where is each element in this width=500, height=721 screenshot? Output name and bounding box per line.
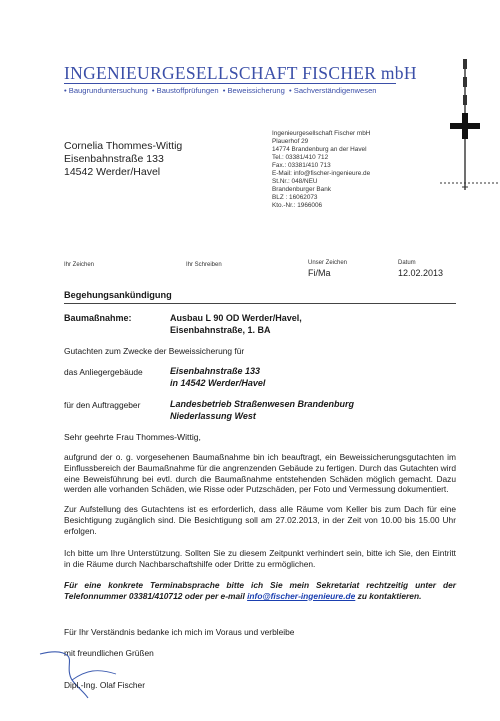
- letterhead-rule: [64, 83, 396, 84]
- survey-rod-logo: [440, 55, 500, 200]
- sender-line: Ingenieurgesellschaft Fischer mbH: [272, 130, 371, 137]
- signatory-name: Dipl.-Ing. Olaf Fischer: [64, 680, 145, 690]
- unser-zeichen-label: Unser Zeichen: [308, 260, 348, 266]
- sender-line: Brandenburger Bank: [272, 186, 331, 193]
- paragraph-3: Ich bitte um Ihre Unterstützung. Sollten Sie zu diesem Zeitpunkt verhindert sein, bitte ich Sie, den Eintritt in die Räume durch Nachbarschaftshilfe oder Dritte zu ermöglichen.: [64, 548, 456, 569]
- paragraph-2: Zur Aufstellung des Gutachtens ist es erforderlich, dass alle Räume vom Keller bis zum Dach für eine Besichtigung zugänglich sind. Die Besichtigung soll am 27.02.2013, in der Zeit von 10.00 bis 15.00 Uhr erfolgen.: [64, 504, 456, 536]
- salutation: Sehr geehrte Frau Thommes-Wittig,: [64, 432, 201, 442]
- service-item: • Baugrunduntersuchung: [64, 86, 148, 95]
- contact-text: Für eine konkrete Terminabsprache bitte ich Sie mein Sekretariat rechtzeitig unter der Telefonnummer 03381/410712 oder per e-mail: [64, 580, 456, 601]
- sender-line: BLZ : 16062073: [272, 194, 318, 201]
- service-item: • Beweissicherung: [222, 86, 285, 95]
- building-line1: Eisenbahnstraße 133: [170, 366, 261, 376]
- recipient-city: 14542 Werder/Havel: [64, 166, 161, 178]
- project-line2: Eisenbahnstraße, 1. BA: [170, 325, 271, 335]
- closing-line: mit freundlichen Grüßen: [64, 648, 154, 658]
- sender-line: St.Nr.: 048/NEU: [272, 178, 318, 185]
- sender-block: [272, 130, 370, 210]
- sender-line: Tel.: 03381/410 712: [272, 154, 329, 161]
- project-line1: Ausbau L 90 OD Werder/Havel,: [170, 313, 302, 323]
- client-line1: Landesbetrieb Straßenwesen Brandenburg: [170, 399, 355, 409]
- ihr-zeichen-label: Ihr Zeichen: [64, 262, 95, 268]
- contact-paragraph: [64, 580, 456, 602]
- service-item: • Sachverständigenwesen: [289, 86, 377, 95]
- subject-heading: Begehungsankündigung: [64, 290, 172, 300]
- client-label: für den Auftraggeber: [64, 400, 141, 410]
- sender-line: E-Mail: info@fischer-ingenieure.de: [272, 170, 371, 177]
- datum-value: 12.02.2013: [398, 268, 444, 278]
- unser-zeichen-value: Fi/Ma: [308, 268, 331, 278]
- sender-line: Fax.: 03381/410 713: [272, 162, 331, 169]
- paragraph-1: aufgrund der o. g. vorgesehenen Baumaßnahme bin ich beauftragt, ein Beweissicherungsgutachten im Einflussbereich der Baumaßnahme für die angrenzenden Gebäude zu fertigen. Durch das Gutachten wird eine Beweisführung bei evtl. durch die Baumaßnahme entstehenden Schäden möglich gemacht. Dazu werden alle vorhanden Schäden, wie Risse oder Putzschäden, per Foto und Vermessung dokumentiert.: [64, 452, 456, 495]
- company-name: INGENIEURGESELLSCHAFT FISCHER mbH: [64, 63, 417, 83]
- building-label: das Anliegergebäude: [64, 367, 143, 377]
- client-line2: Niederlassung West: [170, 411, 256, 421]
- recipient-name: Cornelia Thommes-Wittig: [64, 140, 183, 152]
- project-label: Baumaßnahme:: [64, 313, 132, 323]
- service-list: [64, 86, 379, 95]
- sender-line: Kto.-Nr.: 1966006: [272, 202, 323, 209]
- sender-line: Plauerhof 29: [272, 138, 309, 145]
- thanks-line: Für Ihr Verständnis bedanke ich mich im Voraus und verbleibe: [64, 627, 295, 637]
- subject-rule: [64, 303, 456, 304]
- signature: [36, 640, 156, 700]
- email-link[interactable]: info@fischer-ingenieure.de: [247, 590, 356, 601]
- service-item: • Baustoffprüfungen: [151, 86, 219, 95]
- sender-line: 14774 Brandenburg an der Havel: [272, 146, 367, 153]
- ihr-schreiben-label: Ihr Schreiben: [186, 262, 222, 268]
- contact-text-end: zu kontaktieren.: [355, 590, 422, 601]
- datum-label: Datum: [398, 260, 416, 266]
- gutachten-intro: Gutachten zum Zwecke der Beweissicherung für: [64, 346, 245, 356]
- building-line2: in 14542 Werder/Havel: [170, 378, 266, 388]
- recipient-street: Eisenbahnstraße 133: [64, 153, 164, 165]
